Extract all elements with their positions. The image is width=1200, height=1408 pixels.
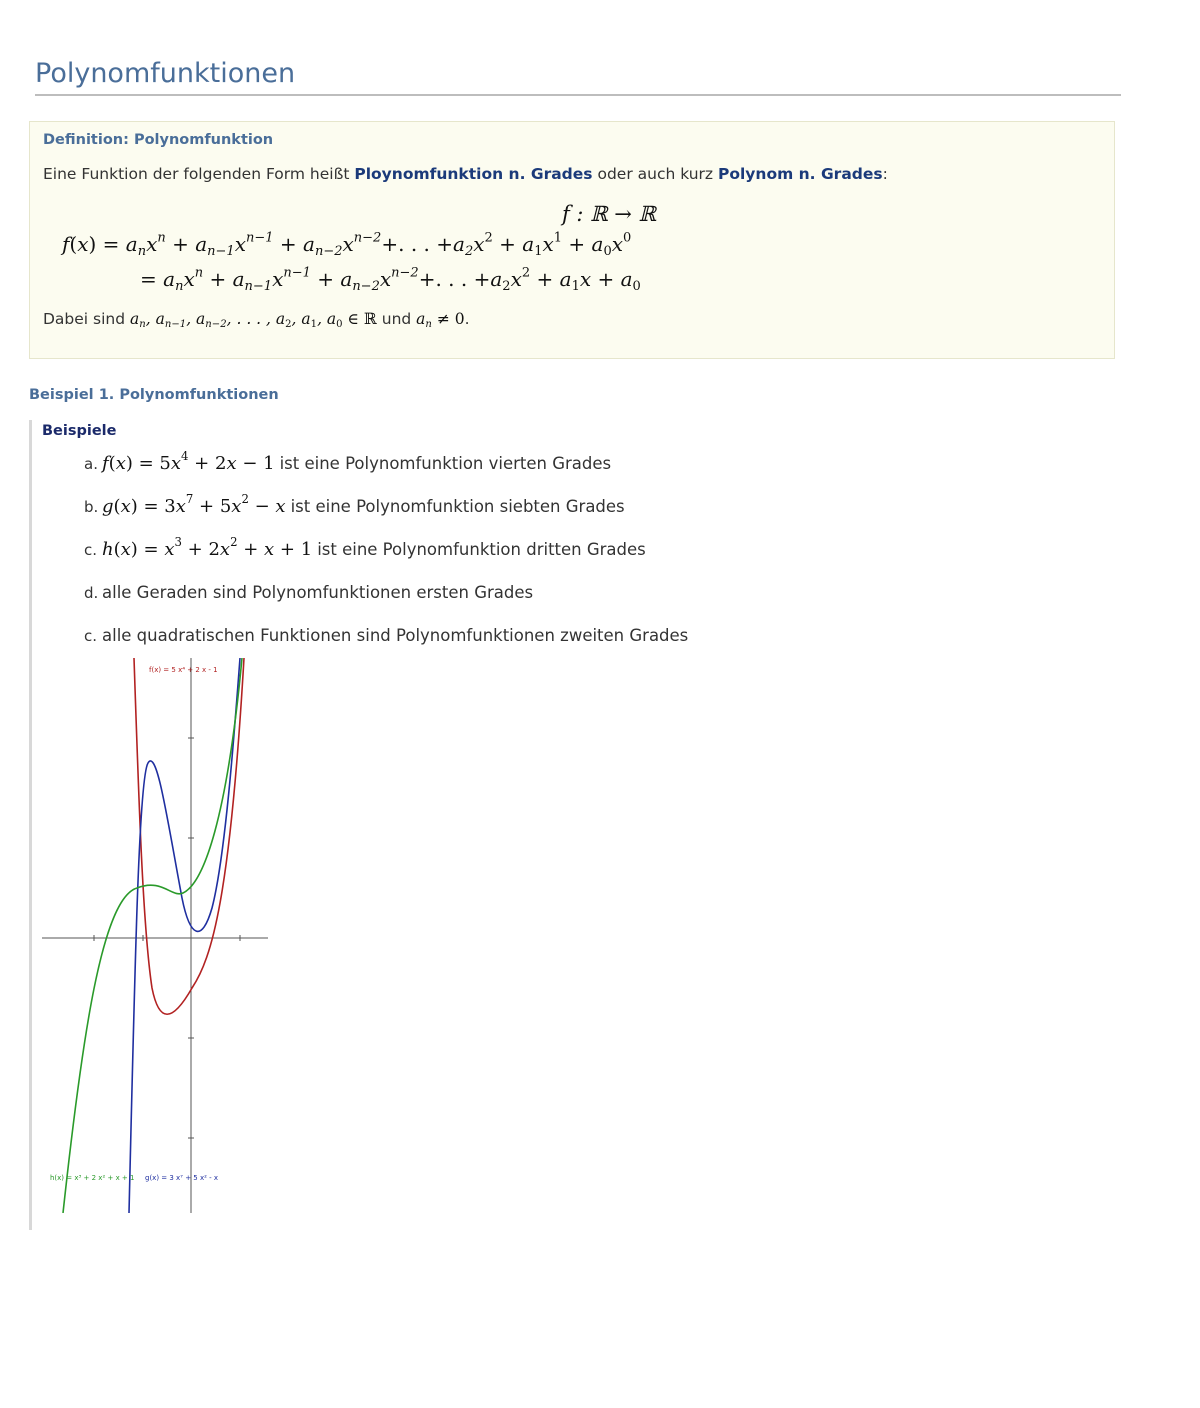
function-graph [42,658,272,1213]
list-item [84,571,688,614]
list-item [84,614,688,657]
item-text: ist eine Polynomfunktion siebten Grades [290,497,625,516]
label-g: g(x) = 3 x⁷ + 5 x² - x [145,1174,219,1182]
example-heading: Beispiel 1. Polynomfunktionen [29,387,279,403]
item-text: ist eine Polynomfunktion vierten Grades [279,454,612,473]
intro-text-middle: oder auch kurz [592,165,718,183]
intro-bold-term-short: Polynom n. Grades [717,165,883,183]
item-text: alle Geraden sind Polynomfunktionen ersten Grades [102,583,534,602]
intro-text: Eine Funktion der folgenden Form heißt [43,165,355,183]
item-label: c. [84,540,98,559]
page-title: Polynomfunktionen [35,58,1121,96]
item-label: c. [84,626,98,645]
condition-text: Dabei sind [43,310,131,328]
item-text: ist eine Polynomfunktion dritten Grades [317,540,646,559]
list-item [84,442,688,485]
condition-period: . [464,310,470,328]
formula-f: $f(x) = 5x^4 + 2x - 1$ [102,449,275,474]
intro-bold-term: Ploynomfunktion n. Grades [354,165,593,183]
formula-g: $g(x) = 3x^7 + 5x^2 - x$ [102,492,286,517]
item-label: b. [84,497,99,516]
list-item [84,485,688,528]
formula-line-2: = $a_nx^n + a_{n-1}x^{n-1} + a_{n-2}x^{n-2}+$. . . $+a_2x^2 + a_1x + a_0$ [140,265,641,294]
definition-heading: Definition: Polynomfunktion [43,132,274,148]
list-item [84,528,688,571]
label-f: f(x) = 5 x⁴ + 2 x - 1 [149,666,218,674]
item-label: d. [84,583,99,602]
item-label: a. [84,454,98,473]
curve-h [63,658,242,1213]
condition-and: und [376,310,417,328]
example-box [29,420,732,1230]
leading-coefficient-condition: $a_n \ne 0$ [416,310,465,331]
examples-title: Beispiele [42,423,117,439]
formula-h: $h(x) = x^3 + 2x^2 + x + 1$ [102,535,313,560]
item-text: alle quadratischen Funktionen sind Polynomfunktionen zweiten Grades [102,626,689,645]
definition-intro [43,165,888,183]
definition-condition [43,310,470,331]
label-h: h(x) = x³ + 2 x² + x + 1 [50,1174,135,1182]
coefficient-list: $a_n$, $a_{n-1}$, $a_{n-2}$, . . . , $a_2$, $a_1$, $a_0$ ∈ ℝ [130,310,377,331]
examples-list [84,442,688,657]
curve-f [134,658,244,1014]
definition-box [29,121,1115,359]
intro-colon: : [882,165,888,183]
formula-mapping: f : ℝ → ℝ [561,202,656,226]
formula-line-1: $f(x) = a_nx^n + a_{n-1}x^{n-1} + a_{n-2}x^{n-2}+$. . . $+a_2x^2 + a_1x^1 + a_0x^0$ [62,230,632,259]
